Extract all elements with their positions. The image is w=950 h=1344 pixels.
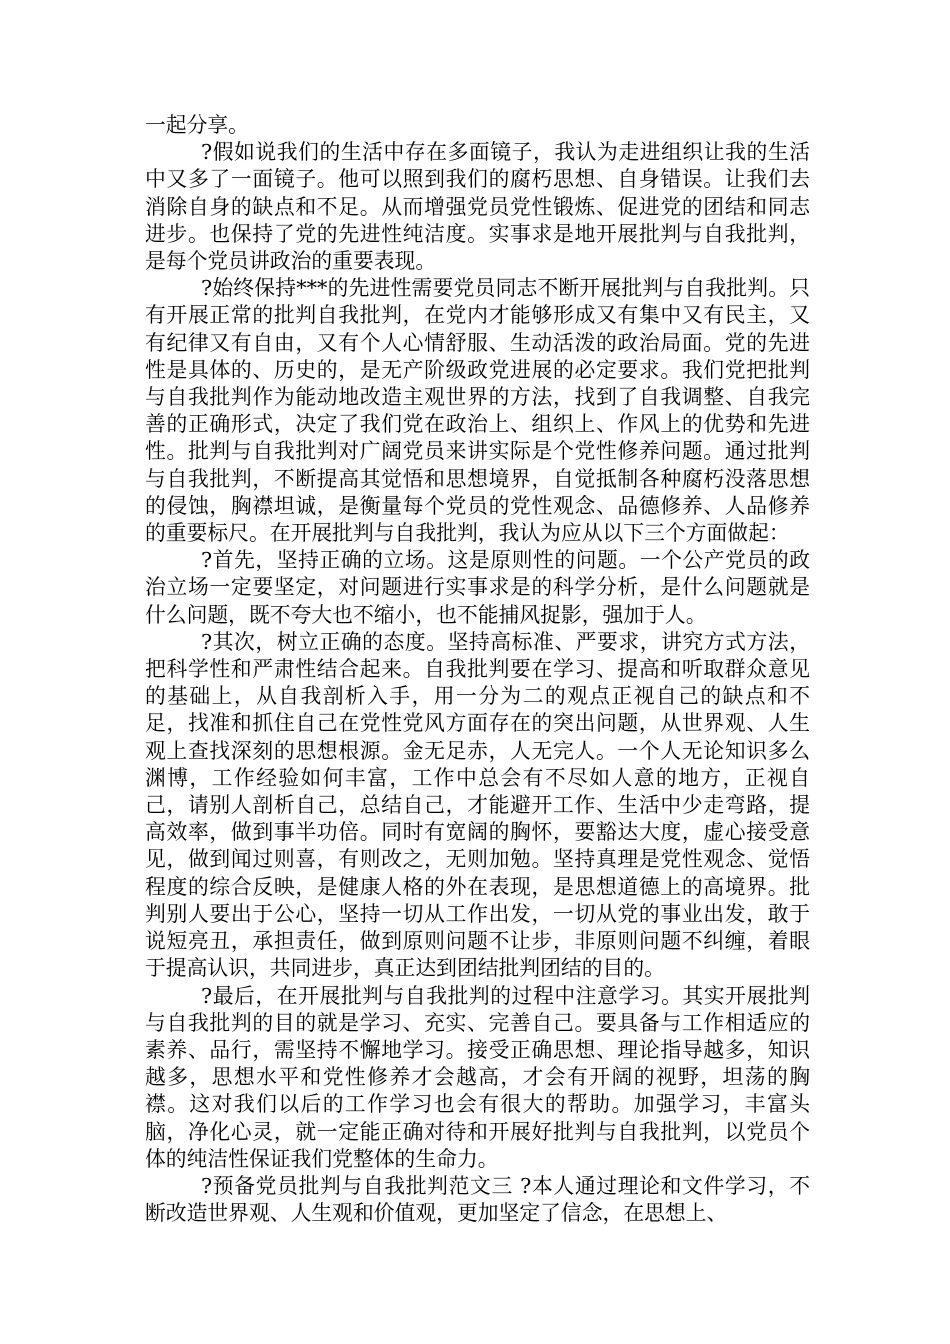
paragraph: ?预备党员批判与自我批判范文三 ?本人通过理论和文件学习，不断改造世界观、人生观和价值观，更加坚定了信念，在思想上、 xyxy=(145,1173,810,1226)
paragraph: ?始终保持***的先进性需要党员同志不断开展批判与自我批判。只有开展正常的批判自我批判，在党内才能够形成又有集中又有民主，又有纪律又有自由，又有个人心情舒服、生动活泼的政治局面。党的先进性是具体的、历史的，是无产阶级政党进展的必定要求。我们党把批判与自我批判作为能动地改造主观世界的方法，找到了自我调整、自我完善的正确形式，决定了我们党在政治上、组织上、作风上的优势和先进性。批判与自我批判对广阔党员来讲实际是个党性修养问题。通过批判与自我批判，不断提高其觉悟和思想境界，自觉抵制各种腐朽没落思想的侵蚀，胸襟坦诚，是衡量每个党员的党性观念、品德修养、人品修养的重要标尺。在开展批判与自我批判，我认为应从以下三个方面做起： xyxy=(145,276,810,546)
paragraph: ?最后，在开展批判与自我批判的过程中注意学习。其实开展批判与自我批判的目的就是学习、充实、完善自己。要具备与工作相适应的素养、品行，需坚持不懈地学习。接受正确思想、理论指导越多，知识越多，思想水平和党性修养才会越高，才会有开阔的视野，坦荡的胸襟。这对我们以后的工作学习也会有很大的帮助。加强学习，丰富头脑，净化心灵，就一定能正确对待和开展好批判与自我批判，以党员个体的纯洁性保证我们党整体的生命力。 xyxy=(145,983,810,1171)
paragraph: 一起分享。 xyxy=(145,113,249,137)
paragraph: ?假如说我们的生活中存在多面镜子，我认为走进组织让我的生活中又多了一面镜子。他可以照到我们的腐朽思想、自身错误。让我们去消除自身的缺点和不足。从而增强党员党性锻炼、促进党的团结和同志进步。也保持了党的先进性纯洁度。实事求是地开展批判与自我批判，是每个党员讲政治的重要表现。 xyxy=(145,140,810,274)
document-body xyxy=(145,112,810,1227)
paragraph: ?其次，树立正确的态度。坚持高标准、严要求，讲究方式方法，把科学性和严肃性结合起来。自我批判要在学习、提高和听取群众意见的基础上，从自我剖析入手，用一分为二的观点正视自己的缺点和不足，找准和抓住自己在党性党风方面存在的突出问题，从世界观、人生观上查找深刻的思想根源。金无足赤，人无完人。一个人无论知识多么渊博，工作经验如何丰富，工作中总会有不尽如人意的地方，正视自己，请别人剖析自己，总结自己，才能避开工作、生活中少走弯路，提高效率，做到事半功倍。同时有宽阔的胸怀，要豁达大度，虚心接受意见，做到闻过则喜，有则改之，无则加勉。坚持真理是党性观念、觉悟程度的综合反映，是健康人格的外在表现，是思想道德上的高境界。批判别人要出于公心，坚持一切从工作出发，一切从党的事业出发，敢于说短亮丑，承担责任，做到原则问题不让步，非原则问题不纠缠，着眼于提高认识，共同进步，真正达到团结批判团结的目的。 xyxy=(145,629,810,981)
paragraph: ?首先，坚持正确的立场。这是原则性的问题。一个公产党员的政治立场一定要坚定，对问题进行实事求是的科学分析，是什么问题就是什么问题，既不夸大也不缩小，也不能捕风捉影，强加于人。 xyxy=(145,548,810,627)
